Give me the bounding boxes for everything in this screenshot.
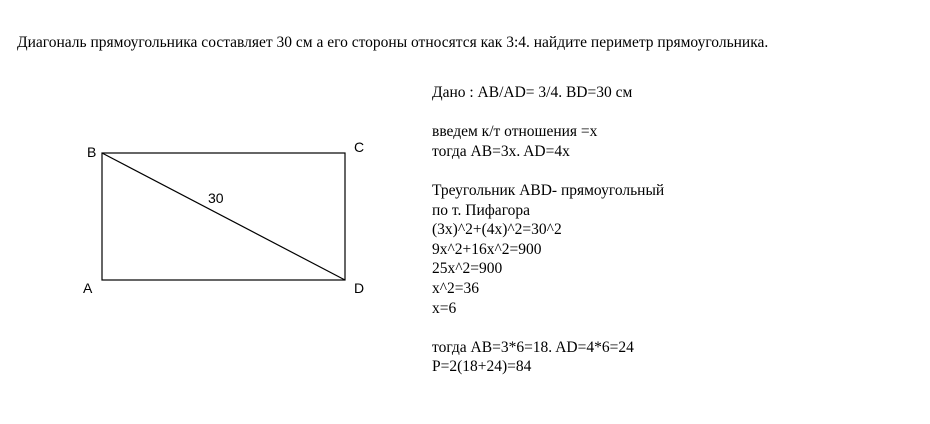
solution-blank-line	[432, 161, 664, 181]
solution-line-sides: тогда AB=3x. AD=4x	[432, 142, 570, 160]
diagonal-length-label: 30	[208, 190, 224, 206]
solution-block	[432, 83, 664, 377]
solution-line-expanded: 9x^2+16x^2=900	[432, 240, 542, 258]
solution-blank-line	[432, 318, 664, 338]
solution-line-x-squared: x^2=36	[432, 279, 480, 297]
problem-statement: Диагональ прямоугольника составляет 30 см а его стороны относятся как 3:4. найдите периметр прямоугольника.	[17, 34, 769, 51]
vertex-c-label: C	[354, 139, 365, 155]
solution-line-triangle: Треугольник ABD- прямоугольный	[432, 181, 665, 199]
solution-line-coefficient: введем к/т отношения =x	[432, 123, 598, 141]
solution-line-x-value: x=6	[432, 299, 457, 317]
vertex-a-label: A	[83, 280, 93, 296]
vertex-d-label: D	[354, 280, 365, 296]
solution-line-equation: (3x)^2+(4x)^2=30^2	[432, 221, 562, 239]
diagonal-bd	[102, 153, 345, 280]
vertex-b-label: B	[87, 144, 97, 160]
solution-line-combined: 25x^2=900	[432, 260, 503, 278]
solution-line-given: Дано : AB/AD= 3/4. BD=30 см	[432, 84, 633, 101]
solution-blank-line	[432, 103, 664, 123]
solution-line-pythagoras: по т. Пифагора	[432, 201, 531, 219]
solution-line-perimeter: P=2(18+24)=84	[432, 358, 532, 376]
solution-line-side-values: тогда AB=3*6=18. AD=4*6=24	[432, 338, 634, 356]
